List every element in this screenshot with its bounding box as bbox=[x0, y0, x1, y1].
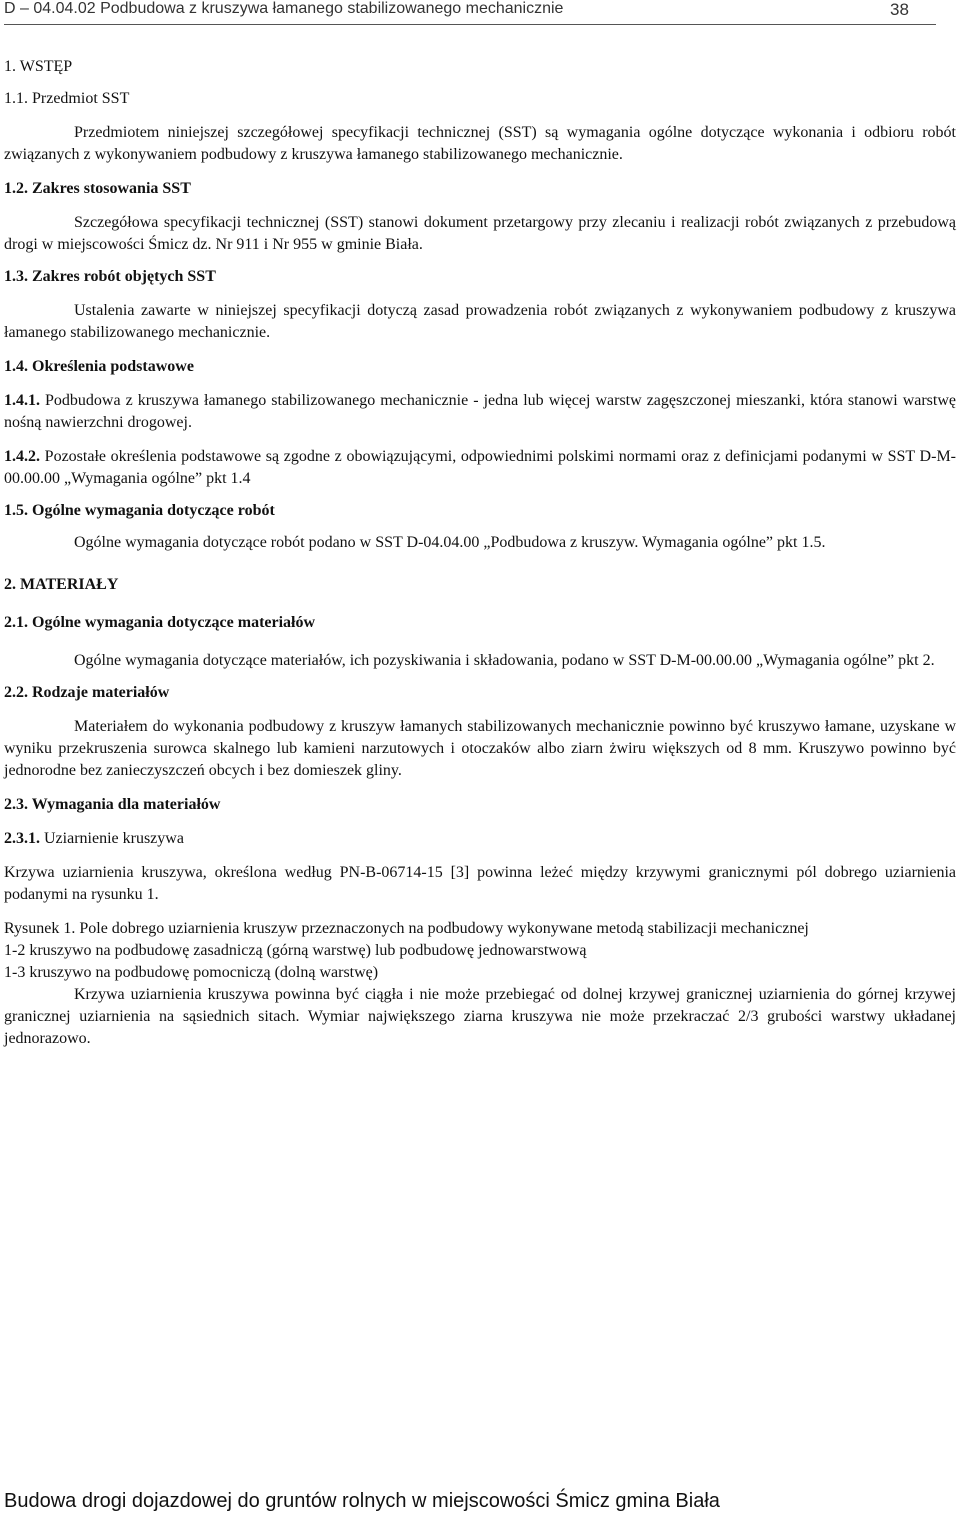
subsection-heading: 1.1. Przedmiot SST bbox=[4, 90, 130, 107]
paragraph: Ustalenia zawarte w niniejszej specyfikacji dotyczą zasad prowadzenia robót związanych z wykonywaniem podbudowy z kruszywa łamanego stabilizowanego mechanicznie. bbox=[4, 302, 956, 341]
subsection-heading: 2.1. Ogólne wymagania dotyczące materiałów bbox=[4, 614, 316, 631]
figure-legend-item: 1-3 kruszywo na podbudowę pomocniczą (dolną warstwę) bbox=[4, 964, 379, 981]
page-footer: Budowa drogi dojazdowej do gruntów rolnych w miejscowości Śmicz gmina Biała bbox=[4, 1490, 720, 1512]
section-heading: 2. MATERIAŁY bbox=[4, 576, 119, 593]
paragraph: Przedmiotem niniejszej szczegółowej specyfikacji technicznej (SST) są wymagania ogólne dotyczące wykonania i odbioru robót związanych z wykonywaniem podbudowy z kruszywa łamanego stabilizowanego mechanicznie. bbox=[4, 124, 956, 163]
subsubsection-heading bbox=[4, 828, 956, 850]
subsection-heading: 2.3. Wymagania dla materiałów bbox=[4, 796, 221, 813]
subsection-heading: 2.2. Rodzaje materiałów bbox=[4, 684, 170, 701]
item-number: 2.3.1. bbox=[4, 830, 40, 847]
paragraph: Krzywa uziarnienia kruszywa, określona według PN-B-06714-15 [3] powinna leżeć między krzywymi granicznymi pól dobrego uziarnienia podanymi na rysunku 1. bbox=[4, 864, 956, 903]
paragraph bbox=[4, 446, 956, 490]
subsection-heading: 1.3. Zakres robót objętych SST bbox=[4, 268, 216, 285]
subsection-heading: 1.5. Ogólne wymagania dotyczące robót bbox=[4, 502, 275, 519]
document-title: D – 04.04.02 Podbudowa z kruszywa łamanego stabilizowanego mechanicznie bbox=[4, 0, 564, 17]
subsection-heading: 1.4. Określenia podstawowe bbox=[4, 358, 194, 375]
item-number: 1.4.1. bbox=[4, 392, 40, 409]
item-title: Uziarnienie kruszywa bbox=[40, 830, 184, 847]
page-number: 38 bbox=[890, 0, 909, 19]
figure-caption: Rysunek 1. Pole dobrego uziarnienia kruszyw przeznaczonych na podbudowy wykonywane metodą stabilizacji mechanicznej bbox=[4, 920, 809, 937]
page-header bbox=[4, 0, 936, 25]
item-text: Pozostałe określenia podstawowe są zgodne z obowiązującymi, odpowiednimi polskimi normami oraz z definicjami podanymi w SST D-M-00.00.00 „Wymagania ogólne” pkt 1.4 bbox=[4, 448, 956, 487]
figure-legend-item: 1-2 kruszywo na podbudowę zasadniczą (górną warstwę) lub podbudowę jednowarstwową bbox=[4, 942, 587, 959]
paragraph bbox=[4, 390, 956, 434]
section-heading: 1. WSTĘP bbox=[4, 58, 73, 75]
item-number: 1.4.2. bbox=[4, 448, 40, 465]
item-text: Podbudowa z kruszywa łamanego stabilizowanego mechanicznie - jedna lub więcej warstw zagęszczonej mieszanki, która stanowi warstwę nośną nawierzchni drogowej. bbox=[4, 392, 956, 431]
paragraph: Ogólne wymagania dotyczące robót podano w SST D-04.04.00 „Podbudowa z kruszyw. Wymagania ogólne” pkt 1.5. bbox=[74, 534, 826, 551]
paragraph: Szczegółowa specyfikacji technicznej (SST) stanowi dokument przetargowy przy zlecaniu i realizacji robót związanych z przebudową drogi w miejscowości Śmicz dz. Nr 911 i Nr 955 w gminie Biała. bbox=[4, 214, 956, 253]
paragraph: Materiałem do wykonania podbudowy z kruszyw łamanych stabilizowanych mechanicznie powinno być kruszywo łamane, uzyskane w wyniku przekruszenia surowca skalnego lub kamieni narzutowych i otoczaków albo ziarn żwiru większych od 8 mm. Kruszywo powinno być jednorodne bez zanieczyszczeń obcych i bez domieszek gliny. bbox=[4, 718, 956, 779]
paragraph: Krzywa uziarnienia kruszywa powinna być ciągła i nie może przebiegać od dolnej krzywej granicznej uziarnienia do górnej krzywej granicznej uziarnienia na sąsiednich sitach. Wymiar największego ziarna kruszywa nie może przekraczać 2/3 grubości warstwy układanej jednorazowo. bbox=[4, 986, 956, 1047]
subsection-heading: 1.2. Zakres stosowania SST bbox=[4, 180, 191, 197]
document-body bbox=[4, 56, 956, 1050]
paragraph: Ogólne wymagania dotyczące materiałów, ich pozyskiwania i składowania, podano w SST D-M-00.00.00 „Wymagania ogólne” pkt 2. bbox=[74, 652, 935, 669]
